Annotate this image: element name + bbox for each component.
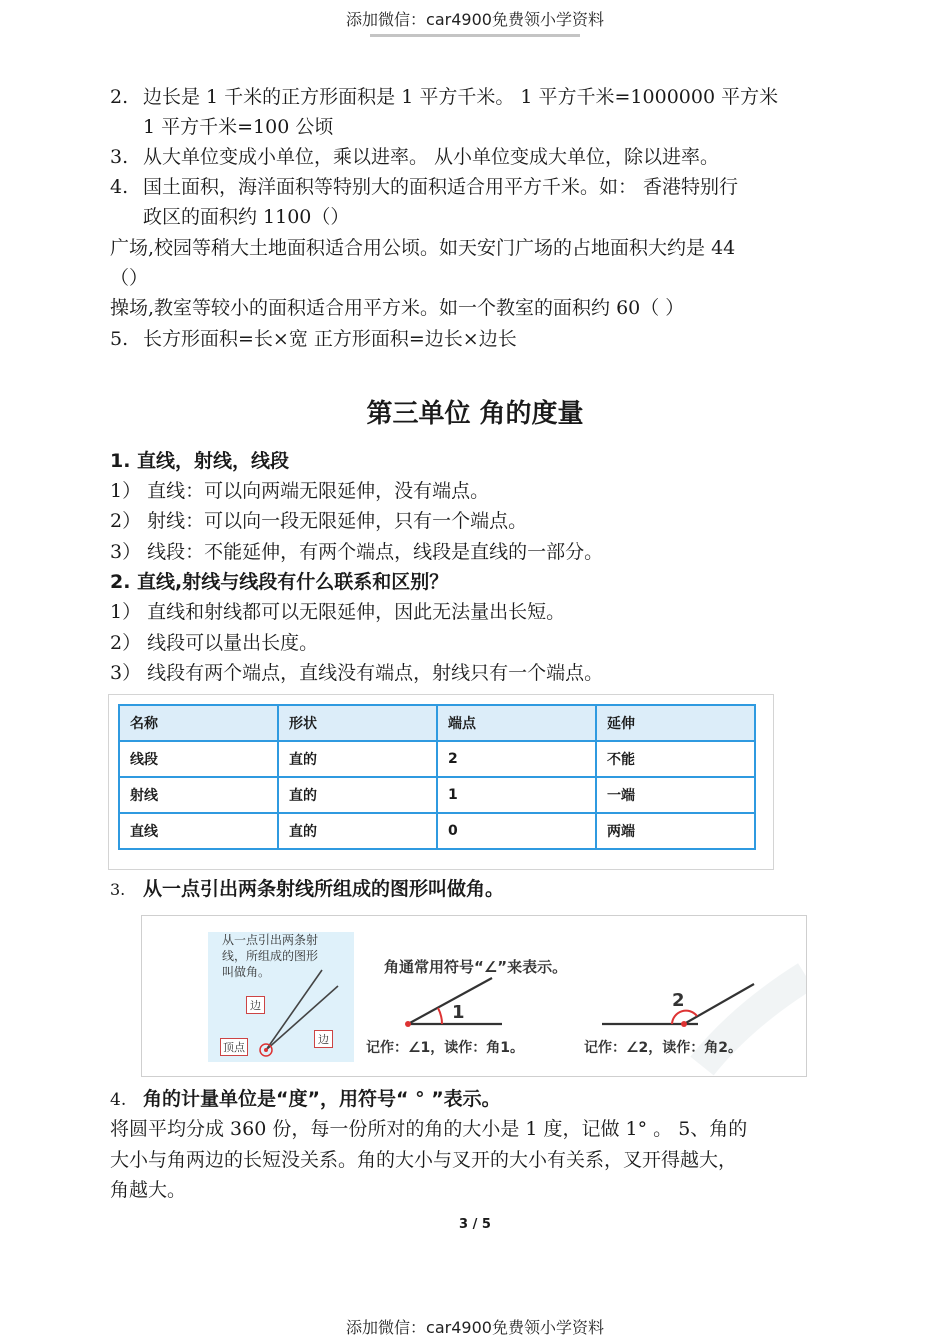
table-row — [119, 813, 755, 849]
table-cell: 直的 — [278, 777, 437, 813]
table-header-cell: 形状 — [278, 705, 437, 741]
cropped-header-remnant — [370, 30, 580, 38]
table-header-cell: 名称 — [119, 705, 278, 741]
table-header-cell: 端点 — [437, 705, 596, 741]
table-cell: 2 — [437, 741, 596, 777]
vertex-label: 顶点 — [220, 1038, 248, 1056]
table-cell: 直的 — [278, 813, 437, 849]
edge-label-lower: 边 — [314, 1030, 333, 1048]
table-cell: 1 — [437, 777, 596, 813]
angle-figure — [141, 915, 807, 1077]
watermark-top: 添加微信：car4900免费领小学资料 — [346, 10, 604, 29]
s4-heading: 4. 角的计量单位是“度”，用符号“ ° ”表示。 — [110, 1088, 501, 1110]
item-5: 5. 长方形面积=长×宽 正方形面积=边长×边长 — [110, 328, 517, 350]
s1-item-3: 3） 线段：不能延伸，有两个端点，线段是直线的一部分。 — [110, 541, 604, 563]
item-2-line1: 2. 边长是 1 千米的正方形面积是 1 平方千米。 1 平方千米=1000000 平方米 — [110, 86, 779, 108]
angle-2-label: 2 — [672, 990, 685, 1011]
s1-heading: 1. 直线，射线，线段 — [110, 450, 290, 472]
table-cell: 线段 — [119, 741, 278, 777]
para-square-park-line2: （） — [110, 267, 149, 289]
table-header-row — [119, 705, 755, 741]
comparison-table — [118, 704, 756, 850]
s4-line-2: 大小与角两边的长短没关系。角的大小与叉开的大小有关系，叉开得越大， — [110, 1149, 738, 1171]
s2-item-1: 1） 直线和射线都可以无限延伸，因此无法量出长短。 — [110, 601, 566, 623]
item-2-line2: 1 平方千米=100 公顷 — [143, 116, 334, 138]
para-square-park-line1: 广场,校园等稍大土地面积适合用公顷。如天安门广场的占地面积大约是 44 — [110, 237, 736, 259]
table-cell: 直线 — [119, 813, 278, 849]
comparison-table-frame — [108, 694, 774, 870]
table-header-cell: 延伸 — [596, 705, 755, 741]
table-row — [119, 741, 755, 777]
table-cell: 不能 — [596, 741, 755, 777]
angle-1-label: 1 — [452, 1002, 465, 1023]
item-4-line1: 4. 国土面积，海洋面积等特别大的面积适合用平方千米。如： 香港特别行 — [110, 176, 739, 198]
s4-line-1: 将圆平均分成 360 份，每一份所对的角的大小是 1 度，记做 1° 。 5、角的 — [110, 1118, 748, 1140]
table-cell: 一端 — [596, 777, 755, 813]
s3-line: 3. 从一点引出两条射线所组成的图形叫做角。 — [110, 878, 505, 900]
para-classroom: 操场,教室等较小的面积适合用平方米。如一个教室的面积约 60（ ） — [110, 297, 685, 319]
item-3: 3. 从大单位变成小单位，乘以进率。 从小单位变成大单位，除以进率。 — [110, 146, 720, 168]
unit-title: 第三单位 角的度量 — [366, 399, 584, 429]
table-cell: 射线 — [119, 777, 278, 813]
s2-item-2: 2） 线段可以量出长度。 — [110, 632, 319, 654]
table-row — [119, 777, 755, 813]
table-cell: 直的 — [278, 741, 437, 777]
angle-1-note: 记作：∠1，读作：角1。 — [366, 1040, 525, 1056]
watermark-bottom: 添加微信：car4900免费领小学资料 — [346, 1318, 604, 1337]
s2-item-3: 3） 线段有两个端点，直线没有端点，射线只有一个端点。 — [110, 662, 604, 684]
table-cell: 0 — [437, 813, 596, 849]
item-4-line2: 政区的面积约 1100（） — [143, 206, 350, 228]
s2-heading: 2. 直线,射线与线段有什么联系和区别？ — [110, 571, 449, 593]
angle-2-note: 记作：∠2，读作：角2。 — [584, 1040, 743, 1056]
angle-symbol-note: 角通常用符号“∠”来表示。 — [384, 958, 568, 976]
page-number: 3 / 5 — [459, 1217, 491, 1232]
angle-definition-caption: 从一点引出两条射 线，所组成的图形 叫做角。 — [222, 933, 319, 979]
edge-label-upper: 边 — [246, 996, 265, 1014]
s4-line-3: 角越大。 — [110, 1179, 187, 1201]
s1-item-1: 1） 直线：可以向两端无限延伸，没有端点。 — [110, 480, 490, 502]
table-cell: 两端 — [596, 813, 755, 849]
s1-item-2: 2） 射线：可以向一段无限延伸，只有一个端点。 — [110, 510, 528, 532]
